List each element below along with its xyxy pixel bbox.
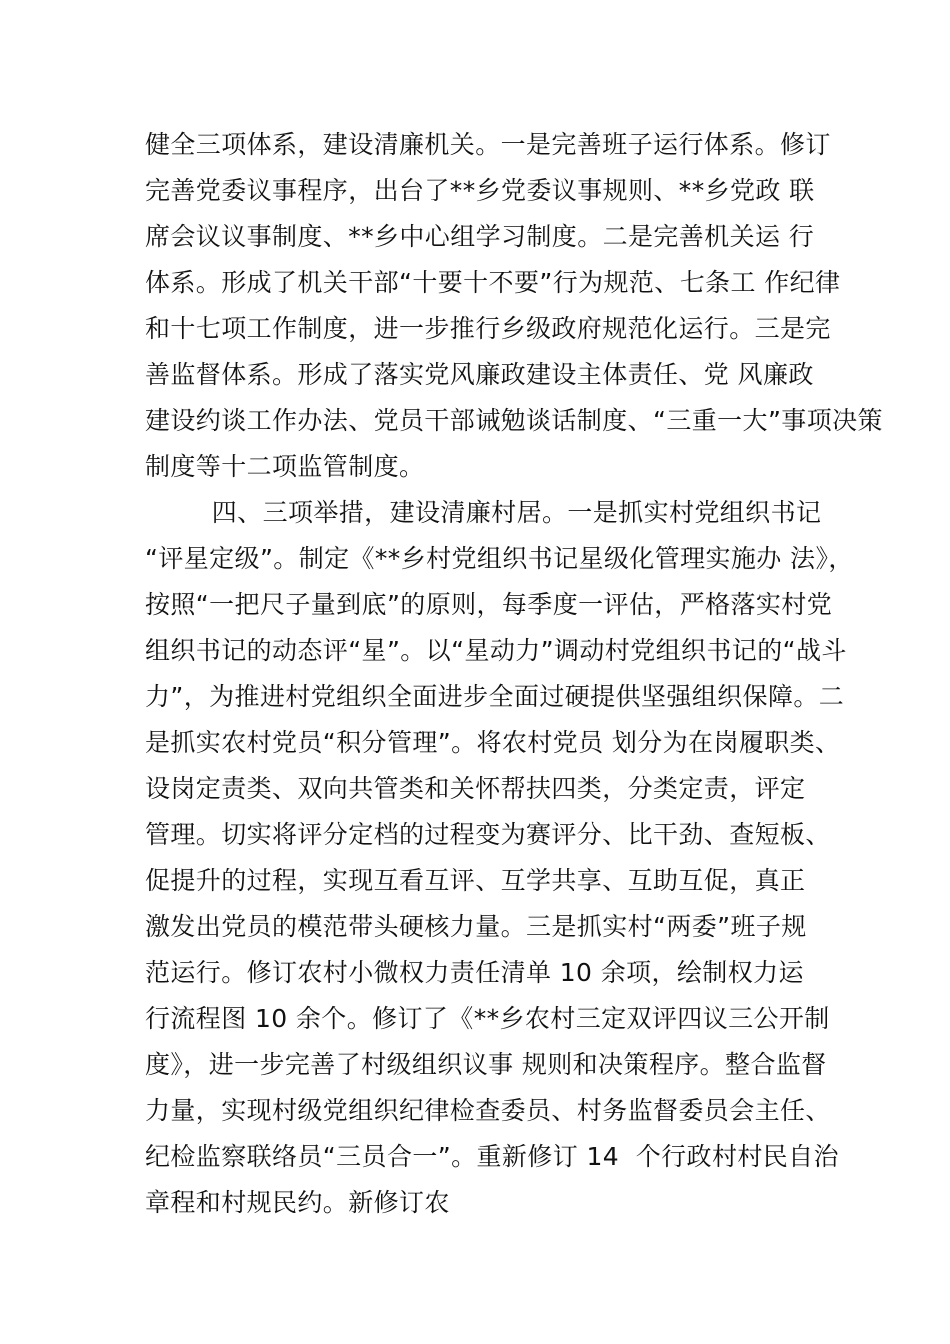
text-line: 设岗定责类、双向共管类和关怀帮扶四类，分类定责，评定 [145,774,806,803]
text-line: 按照“一把尺子量到底”的原则，每季度一评估，严格落实村党 [145,590,833,619]
text-line: 章程和村规民约。新修订农 [145,1188,450,1217]
text-line: 制度等十二项监管制度。 [145,452,425,481]
text-line: 体系。形成了机关干部“十要十不要”行为规范、七条工 作纪律 [145,268,841,297]
text-line: 健全三项体系，建设清廉机关。一是完善班子运行体系。修订 [145,130,831,159]
text-line: 度》，进一步完善了村级组织议事 规则和决策程序。整合监督 [145,1050,827,1079]
text-line: 建设约谈工作办法、党员干部诫勉谈话制度、“三重一大”事项决策 [145,406,883,435]
text-line: 善监督体系。形成了落实党风廉政建设主体责任、党 风廉政 [145,360,814,389]
text-line: 组织书记的动态评“星”。以“星动力”调动村党组织书记的“战斗 [145,636,847,665]
text-line: 力量，实现村级党组织纪律检查委员、村务监督委员会主任、 [145,1096,831,1125]
text-line: 促提升的过程，实现互看互评、互学共享、互助互促，真正 [145,866,806,895]
text-line: 管理。切实将评分定档的过程变为赛评分、比干劲、查短板、 [145,820,831,849]
text-line: 纪检监察联络员“三员合一”。重新修订 14 个行政村村民自治 [145,1142,839,1171]
body-text [145,122,883,1226]
text-line: 完善党委议事程序，出台了**乡党委议事规则、**乡党政 联 [145,176,815,205]
text-line: 行流程图 10 余个。修订了《**乡农村三定双评四议三公开制 [145,1004,830,1033]
text-line: 范运行。修订农村小微权力责任清单 10 余项，绘制权力运 [145,958,804,987]
paragraph-start-line: 四、三项举措，建设清廉村居。一是抓实村党组织书记 [145,498,822,527]
text-line: “评星定级”。制定《**乡村党组织书记星级化管理实施办 法》， [145,544,854,573]
text-line: 席会议议事制度、**乡中心组学习制度。二是完善机关运 行 [145,222,815,251]
text-line: 力”，为推进村党组织全面进步全面过硬提供坚强组织保障。二 [145,682,845,711]
text-line: 和十七项工作制度，进一步推行乡级政府规范化运行。三是完 [145,314,831,343]
text-line: 是抓实农村党员“积分管理”。将农村党员 划分为在岗履职类、 [145,728,841,757]
text-line: 激发出党员的模范带头硬核力量。三是抓实村“两委”班子规 [145,912,807,941]
